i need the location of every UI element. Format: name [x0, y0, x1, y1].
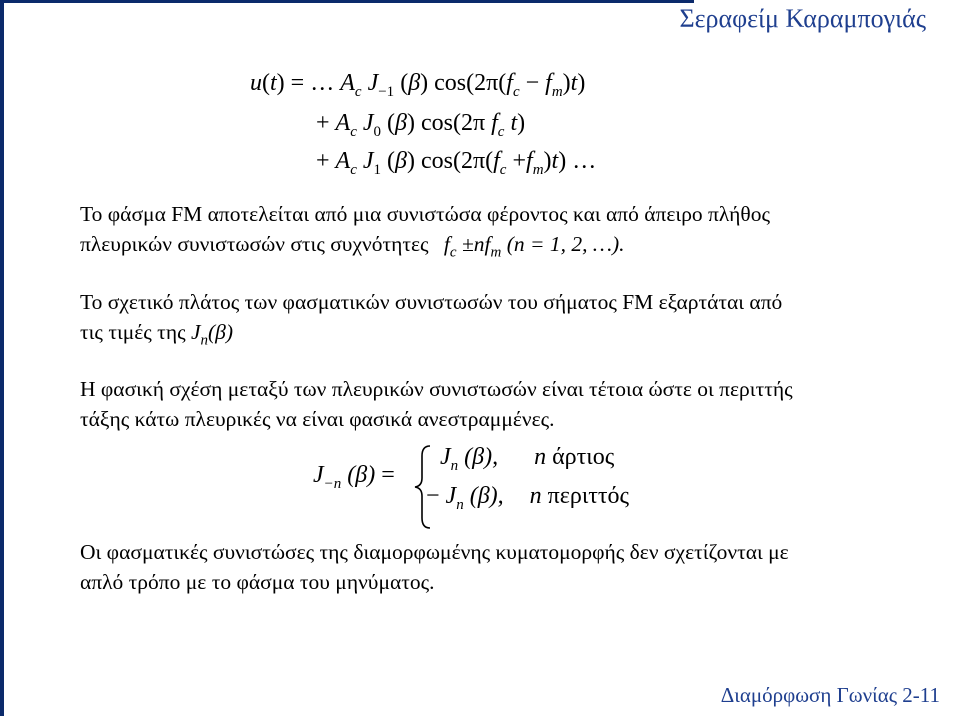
math-subscript: n — [200, 332, 209, 349]
eq-symbol: 2π — [474, 70, 499, 96]
math-subscript: m — [490, 244, 502, 261]
eq-symbol: cos — [421, 148, 453, 174]
eq-symbol: n — [534, 444, 547, 470]
symmetry-case-even — [440, 444, 615, 474]
eq-symbol: + — [316, 148, 330, 174]
eq-subscript: n — [450, 457, 459, 474]
eq-subscript: c — [512, 83, 520, 100]
slide-frame-top — [0, 0, 694, 3]
eq-subscript: c — [497, 123, 505, 140]
paragraph-line — [80, 229, 900, 259]
fm-expansion-line-3: + $A_c$ $J_1$ (β) $\cos(2\pi(f_c +f_m)t)$ … — [316, 148, 597, 178]
symmetry-lhs — [313, 462, 395, 492]
fm-expansion-line-2: + $A_c$ $J_0$ (β) cos(2π $f_c$ t) — [316, 110, 526, 140]
eq-subscript: m — [551, 83, 563, 100]
eq-symbol: β — [408, 70, 421, 96]
eq-symbol: β — [395, 110, 407, 136]
eq-symbol: + — [316, 110, 330, 136]
eq-case-label: περιττός — [547, 483, 630, 509]
eq-symbol: A — [335, 148, 351, 174]
eq-symbol: f — [545, 70, 552, 96]
paragraph-spectrum — [80, 199, 900, 259]
eq-subscript: 0 — [373, 123, 382, 140]
eq-subscript: n — [456, 496, 464, 513]
eq-symbol: (β) — [347, 462, 376, 488]
math-symbol: (β) — [208, 320, 234, 344]
eq-symbol: 2π — [461, 110, 486, 136]
paragraph-line — [80, 317, 900, 347]
eq-symbol: 2π — [461, 148, 486, 174]
eq-symbol: cos — [421, 110, 453, 136]
author-name: Σεραφείμ Καραμπογιάς — [679, 4, 926, 33]
paragraph-phase — [80, 374, 900, 434]
eq-symbol: − — [426, 483, 440, 509]
eq-subscript: m — [532, 161, 544, 178]
eq-symbol: J — [445, 483, 457, 509]
eq-symbol: + — [512, 148, 527, 174]
eq-subscript: c — [350, 161, 357, 178]
eq-symbol: f — [493, 148, 500, 174]
math-symbol: ±nf — [461, 232, 491, 256]
eq-subscript: c — [499, 161, 507, 178]
paragraph-relation — [80, 537, 900, 597]
eq-symbol: = — [381, 462, 395, 488]
eq-symbol: f — [506, 70, 513, 96]
eq-symbol: − — [525, 70, 540, 96]
math-symbol: f — [443, 232, 450, 256]
paragraph-line: απλό τρόπο με το φάσμα του μηνύματος. — [80, 570, 435, 594]
eq-symbol: J — [362, 148, 374, 174]
paragraph-line: Το φάσμα FM αποτελείται από μια συνιστώσα φέροντος και από άπειρο πλήθος — [80, 202, 770, 226]
eq-symbol: J — [362, 110, 374, 136]
eq-subscript: −1 — [378, 83, 395, 100]
eq-symbol: f — [491, 110, 498, 136]
eq-symbol: cos — [434, 70, 467, 96]
eq-subscript: c — [350, 123, 357, 140]
eq-symbol: n — [529, 483, 542, 509]
eq-case-label: άρτιος — [552, 444, 615, 470]
slide-footer: Διαμόρφωση Γωνίας 2-11 — [720, 683, 940, 707]
eq-subscript: −n — [323, 475, 342, 492]
eq-symbol: A — [340, 70, 355, 96]
eq-symbol: … — [572, 148, 597, 174]
eq-symbol: β — [395, 148, 407, 174]
eq-symbol: t — [270, 70, 277, 96]
paragraph-text: τις τιμές της — [80, 320, 186, 344]
eq-subscript: 1 — [373, 161, 382, 178]
eq-symbol: t — [551, 148, 559, 174]
eq-symbol: J — [367, 70, 379, 96]
eq-symbol: (β), — [464, 444, 499, 470]
slide-frame-left — [0, 0, 4, 716]
eq-symbol: J — [440, 444, 451, 470]
eq-symbol: A — [335, 110, 351, 136]
eq-symbol: … — [310, 70, 335, 96]
eq-symbol: t — [510, 110, 518, 136]
paragraph-line: Οι φασματικές συνιστώσες της διαμορφωμένης κυματομορφής δεν σχετίζονται με — [80, 540, 789, 564]
math-subscript: c — [449, 244, 457, 261]
eq-symbol: J — [313, 462, 324, 488]
math-symbol: J — [190, 320, 201, 344]
paragraph-text: πλευρικών συνιστωσών στις συχνότητες — [80, 232, 429, 256]
eq-subscript: c — [354, 83, 362, 100]
paragraph-line: Το σχετικό πλάτος των φασματικών συνιστωσών του σήματος FM εξαρτάται από — [80, 290, 783, 314]
math-symbol: (n = 1, 2, …). — [506, 232, 625, 256]
eq-symbol: f — [526, 148, 533, 174]
fm-expansion-line-1: u(t) = … $A_c$ $J_{-1}$ (β) $\cos(2\pi(f_c - f_m)t)$ — [250, 70, 586, 100]
paragraph-line: τάξης κάτω πλευρικές να είναι φασικά ανεστραμμένες. — [80, 407, 555, 431]
eq-symbol: u — [250, 70, 262, 96]
paragraph-line: Η φασική σχέση μεταξύ των πλευρικών συνιστωσών είναι τέτοια ώστε οι περιττής — [80, 377, 793, 401]
eq-symbol: (β), — [469, 483, 504, 509]
eq-symbol: = — [290, 70, 305, 96]
paragraph-amplitude — [80, 287, 900, 347]
eq-symbol: t — [570, 70, 578, 96]
symmetry-case-odd — [426, 483, 630, 513]
